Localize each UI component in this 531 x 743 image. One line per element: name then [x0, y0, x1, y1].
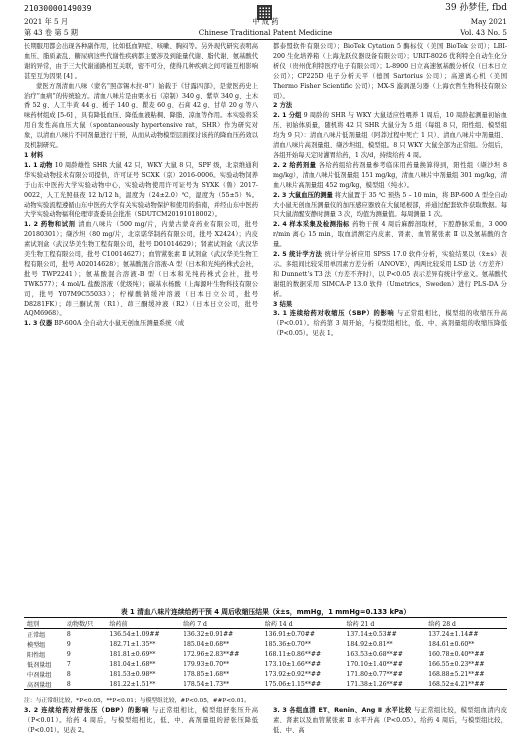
table-cell: 173.92±0.92**## [264, 670, 322, 678]
page-number: 39 孙梦佳, fbd [445, 3, 507, 13]
bottom-left-column [24, 706, 258, 736]
table-cell: 8 [66, 670, 71, 678]
table-cell: 8 [64, 679, 107, 690]
subsection [24, 161, 258, 220]
subsection [273, 250, 507, 300]
header-rule [24, 39, 507, 40]
subsection-text: 统计学分析应用 SPSS 17.0 软件分析，实验结果以（x̄±s）表示。多组间比较采用单因素方差分析（ANOVE），两两比较采用 LSD 法（方差齐）和 Dunnett’s T3 法（方差不齐时），以 P<0.05 表示差异有统计学意义。氨基酸代谢组的数据采用 SIMCA-P 13.0 软件（Umetrics，Sweden）进行 PLS-DA 分析。 [273, 251, 507, 298]
subsection-heading: 3. 3 各组血清 ET、Renin、Ang Ⅱ 水平比较 [273, 707, 412, 714]
table-header-cell: 给药前 [106, 618, 180, 629]
table-header-cell: 给药 28 d [425, 618, 507, 629]
table-cell: 163.53±0.68**## [346, 650, 403, 658]
subsection-text: 药物干预 4 周后麻醉剖取材，下腔静脉采血，3 000 r/min 离心 15 min，取血清测定内皮素、肾素、血管紧张素 Ⅱ 以及氨基酸的含量。 [273, 221, 507, 249]
table-cell: 172.96±2.83**## [183, 650, 240, 658]
subsection [273, 706, 507, 736]
subsection [273, 220, 507, 250]
table-cell: 模型组 [27, 641, 46, 649]
table-cell: 181.22±1.51** [106, 679, 180, 690]
header-year: 2021 年 5 月 [24, 17, 69, 26]
section-heading: 2 方法 [273, 102, 293, 110]
paragraph: 蒙医方剂清血八味（蒙名“照彦锡木拉-8”）始载于《甘露四部》，是蒙医药史上治疗“血病”的传统验方。清血八味片是由栗水石（凉制）340 g、紫草 340 g、土木香 52 g、人工牛黄 44 g、栀子 140 g、瞿麦 60 g、石膏 42 g、甘草 20 g 等八味药材组成 [5-6] ，具有降低血压、降低血液粘稠、降脂、凉血等作用。本实验将采用自发性高血压大鼠（spontaneously hypertensive rat，SHR）作为研究对象，以清血八味片不同剂量进行干预，从而从动物模型层面探讨该药的降血压药效以及机制研究。 [24, 82, 258, 150]
header-month: May 2021 [470, 17, 507, 26]
subsection-text: 与正常组比较，模型组血清内皮素、肾素以及血管紧张素 Ⅱ 水平升高（P<0.05）。给药 4 周后，与模型组比较，低、中、高 [273, 707, 507, 734]
table-cell: 181.04±1.68** [109, 660, 156, 668]
table-row [24, 639, 507, 649]
table-cell: 181.53±0.98** [109, 670, 156, 678]
table-cell: 166.55±0.23**## [428, 660, 485, 668]
table-cell: 168.11±0.86**## [264, 650, 322, 658]
header-issue: 第 43 卷 第 5 期 [24, 28, 78, 37]
subsection-heading: 2. 4 样本采集及检测指标 [273, 221, 350, 229]
table-cell: 137.14±0.53## [346, 630, 397, 638]
table-header-cell: 动物数/只 [64, 618, 107, 629]
table-cell: 168.52±4.21**## [425, 679, 507, 690]
table-cell: 9 [66, 640, 71, 648]
table-note: 注：与正常组比较，*P<0.05，**P<0.01；与模型组比较，#P<0.05，##P<0.01。 [24, 698, 250, 704]
table-header-cell: 给药 7 d [180, 618, 262, 629]
subsection-heading: 2. 2 给药剂量 [273, 161, 317, 169]
table-cell: 阳性组 [27, 651, 46, 659]
table-cell: 7 [66, 660, 71, 668]
table-cell: 170.10±1.40**## [346, 660, 403, 668]
paragraph: 长期服用都会出现各种副作用，比如低血钾症、咳嗽、胸闷等。另外现代研究表明高血压、脂质紊乱、糖尿病这些代谢性疾病都主要涉及到能量代谢、脂代谢、氨基酸代谢的异常，由于三大代谢通路相互关联，密不可分，使得几种疾病之间可能互相影响甚至互为因果 [4] 。 [24, 43, 258, 80]
subsection-text: 各给药组给药剂量参考临床用药量换算得到，阳性组（缬沙坦 8 mg/kg），清血八味片低剂量组 151 mg/kg，清血八味片中剂量组 301 mg/kg，清血八味片高剂量组 452 mg/kg，模型组（纯水）。 [273, 161, 507, 189]
header-volume: Vol. 43 No. 5 [460, 28, 507, 37]
table-cell: 175.06±1.15**## [262, 679, 344, 690]
table-title: 表 1 清血八味片连续给药干预 4 周后收缩压结果（x̄±s，mmHg，1 mmHg=0.133 kPa） [120, 608, 411, 616]
subsection [273, 111, 507, 161]
table-cell: 185.04±0.68** [183, 640, 230, 648]
table-cell: 171.80±0.77**## [346, 670, 403, 678]
table-cell: 185.36±0.70** [264, 640, 311, 648]
table-cell: 171.38±1.26**## [344, 679, 426, 690]
subsection-heading: 3. 1 连续给药对收缩压（SBP）的影响 [273, 310, 395, 318]
journal-name-cn: 中 成 药 [252, 17, 279, 26]
left-column [24, 42, 258, 329]
subsection-text: 9 周龄的 SHR 与 WKY 大鼠适应性喂养 1 周后，10 周龄起测量初始血压、初始体质量，随机将 42 只 SHR 大鼠分为 5 组（每组 8 只，阳性组、模型组均为 9 只）：清血八味片低剂量组（阿莽过程中死亡 1 只）、清血八味片中剂量组、清血八味片高剂量组、缬沙坦组、模型组。8 只 WKY 大鼠全部为正常组。分组后，各组开始每天定时灌胃给药，1 次/d，持续给药 4 周。 [273, 112, 507, 159]
subsection-heading: 1. 1 动物 [24, 161, 53, 169]
table-row [24, 679, 507, 690]
section-heading: 1 材料 [24, 151, 44, 159]
section-heading: 3 结果 [273, 300, 293, 308]
table-cell: 136.32±0.91## [183, 630, 234, 638]
table-cell: 160.78±0.40**## [428, 650, 485, 658]
table-cell: 8 [66, 630, 71, 638]
subsection [24, 220, 258, 319]
right-column [273, 42, 507, 339]
subsection [273, 161, 507, 191]
paragraph: 都泰盟软件有限公司）；BioTek Cytation 5 酶标仪（美国 BioTek 公司）；LBI-200 生化培养箱（上海龙跃仪器设备有限公司）；URIT-8026 优利特全自动生化分析仪（贵州优利特医疗电子有限公司）；L-8900 日立高速氨基酸分析仪（日本日立公司）；CP225D 电子分析天平（德国 Sartorius 公司）；高速离心机（美国 Thermo Fisher Scientific 公司）；MX-S 漩涡混匀器（上海衣哲生物科技有限公司）。 [273, 43, 507, 100]
subsection-text: 10 周龄雄性 SHR 大鼠 42 只，WKY 大鼠 8 只，SPF 级，北京维通利华实验动物技术有限公司提供，许可证号 SCXK（京）2016-0006。实验动物饲养于山东中医药大学实验动物中心，实验动物使用许可证号为 SYXK（鲁）2017-0022，人工光照昼夜 12 h/12 h，温度为（24±2.0）℃，湿度为（55±5）%。动物实验流程遵循山东中医药大学有关实验动物保护和使用的指南，并经山东中医药大学实验动物福利伦理审查委员会批准（SDUTCM20191018002）。 [24, 161, 258, 219]
table-row [24, 669, 507, 679]
subsection-heading: 2. 3 大鼠血压的测量 [273, 191, 333, 199]
subsection-text: 清血八味片（500 mg/片，内蒙古蒙奇药业有限公司，批号 20180301）；缬沙坦（80 mg/片，北京诺华制药有限公司，批号 X2424）；内皮素试剂盒（武汉华美生物工程有限公司，批号 D01014629）；肾素试剂盒（武汉华美生物工程有限公司，批号 C10014627）；血管紧张素 Ⅱ 试剂盒（武汉华美生物工程有限公司，批号 A02014628）；氨基酸混合溶液-A 型（日本和光纯药株式会社，批号 TWP2241）；氨基酸混合溶液-B 型（日本和光纯药株式会社，批号 TWK577）；4 mol/L 盐酸溶液（优级纯）；碳基水杨酸（上海源叶生物科技有限公司，批号 Y07M9C55033）；柠檬酸钠缓冲溶液（日本日立公司，批号 D8281FK）；茚三酮试剂（R1）、茚三酮缓冲液（R2）（日本日立公司，批号 AQM6968）。 [24, 221, 258, 318]
subsection-heading: 2. 1 分组 [273, 112, 302, 120]
subsection-text: 与正常组相比，模型组舒张压升高（P<0.01）。给药 4 周后，与模型组相比，低、中、高剂量组的舒张压降低（P<0.01）。见表 2。 [24, 707, 258, 734]
journal-name-en: Chinese Traditional Patent Medicine [198, 28, 333, 37]
table-cell: 182.71±1.35** [109, 640, 156, 648]
bottom-right-column [273, 706, 507, 736]
subsection-heading: 3. 2 连续给药对舒张压（DBP）的影响 [24, 707, 150, 714]
table-header-cell: 给药 21 d [344, 618, 426, 629]
table-cell: 178.54±1.73** [180, 679, 262, 690]
table-cell: 184.92±0.81** [346, 640, 393, 648]
subsection-text: 将大鼠置于 35 ℃ 预热 5 – 10 min，将 BP-600 A 型全自动大小鼠无创血压测量仪的加压感应器放在大鼠尾根部，并通过配套软件获取数据。每只大鼠清醒安静时测量 3 次，均值为测量值。每周测量 1 次。 [273, 191, 507, 219]
table-cell: 高剂量组 [24, 679, 64, 690]
sbp-table [24, 617, 507, 690]
subsection [273, 309, 507, 339]
subsection-text: BP-600A 全自动大小鼠无创血压测量系统（成 [54, 320, 185, 328]
table-cell: 173.10±1.66**## [264, 660, 322, 668]
table-row [24, 649, 507, 659]
subsection-heading: 1. 2 药物和试剂 [24, 221, 76, 229]
table-row [24, 659, 507, 669]
table-cell: 136.54±1.09## [109, 630, 160, 638]
table-cell: 9 [66, 650, 71, 658]
table-cell: 181.81±0.69** [109, 650, 156, 658]
subsection-text: 与正常组相比，模型组的收缩压升高（P<0.01）。给药第 3 周开始，与模型组相比，低、中、高剂量组的收缩压降低（P<0.05）。见表 1。 [273, 310, 507, 338]
table-cell: 178.85±1.68** [183, 670, 230, 678]
table-cell: 168.88±5.21**## [428, 670, 485, 678]
subsection-heading: 2. 5 统计学方法 [273, 251, 323, 259]
table-cell: 低剂量组 [27, 661, 52, 669]
table-header-cell: 组别 [24, 618, 64, 629]
table-cell: 中剂量组 [27, 671, 52, 679]
table-header-cell: 给药 14 d [262, 618, 344, 629]
subsection [24, 706, 258, 736]
table-cell: 184.61±0.60** [428, 640, 475, 648]
table-header-row [24, 618, 507, 629]
table-row [24, 629, 507, 640]
table-cell: 179.93±0.70** [183, 660, 230, 668]
subsection [273, 191, 507, 221]
table-cell: 137.24±1.14## [428, 630, 479, 638]
table-cell: 正常组 [27, 631, 46, 639]
subsection [24, 319, 258, 329]
table-cell: 136.91±0.70## [264, 630, 316, 638]
subsection-heading: 1. 3 仪器 [24, 320, 53, 328]
document-id: 21030000149039 [24, 4, 92, 13]
